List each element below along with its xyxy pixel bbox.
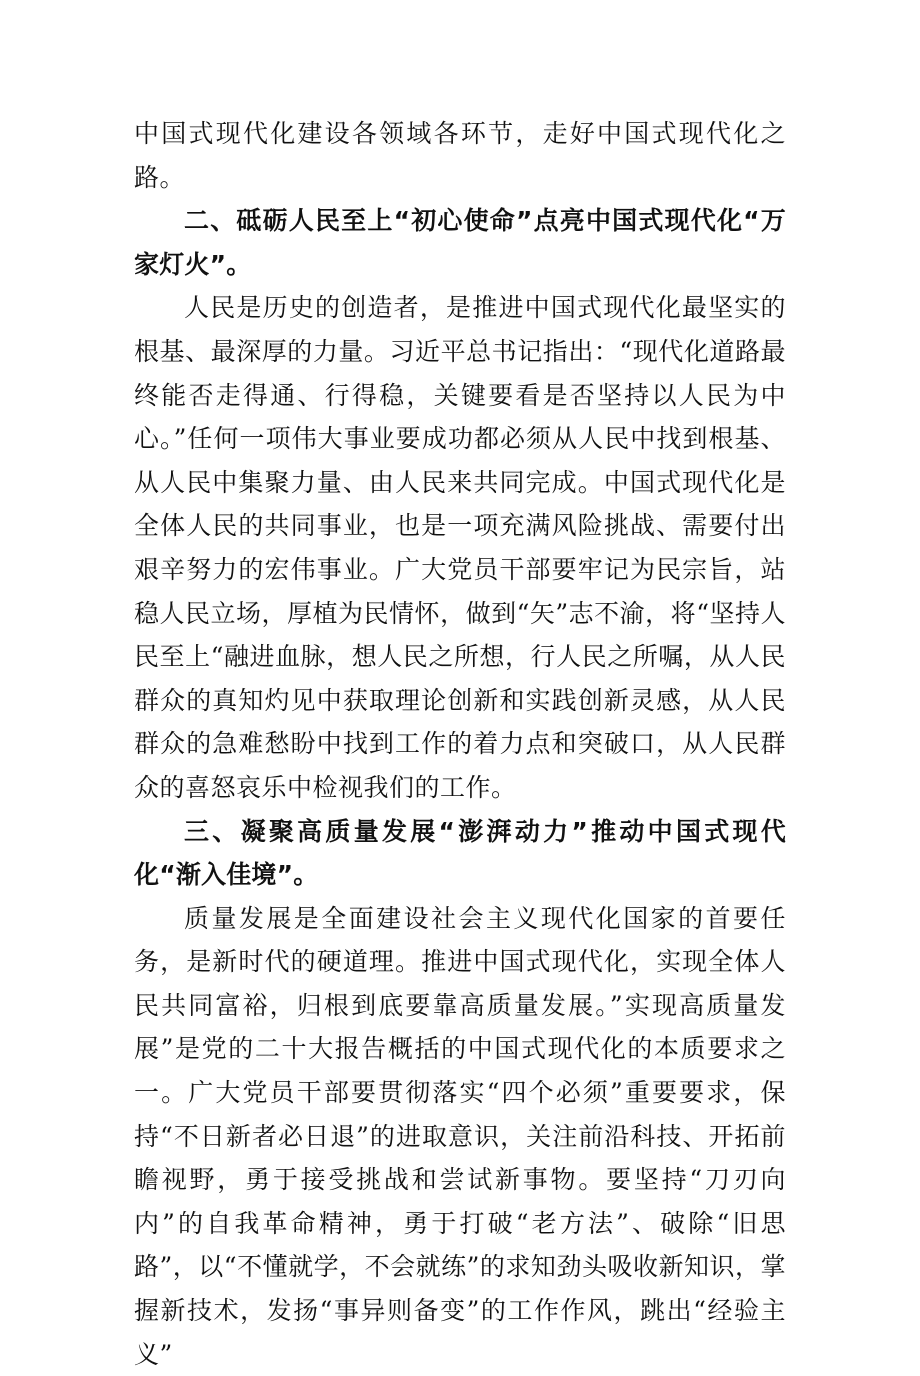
- section-2-heading: 二、砥砺人民至上“初心使命”点亮中国式现代化“万家灯火”。: [134, 206, 786, 279]
- document-body: [134, 112, 786, 1376]
- section-3-heading: 三、凝聚高质量发展“澎湃动力”推动中国式现代化“渐入佳境”。: [134, 816, 786, 890]
- intro-paragraph-tail: 中国式现代化建设各领域各环节，走好中国式现代化之路。: [134, 119, 786, 192]
- section-3-paragraph: 质量发展是全面建设社会主义现代化国家的首要任务，是新时代的硬道理。推进中国式现代化，实现全体人民共同富裕，归根到底要靠高质量发展。”实现高质量发展”是党的二十大报告概括的中国式现代化的本质要求之一。广大党员干部要贯彻落实“四个必须”重要要求，保持“不日新者必日退”的进取意识，关注前沿科技、开拓前瞻视野，勇于接受挑战和尝试新事物。要坚持“刀刃向内”的自我革命精神，勇于打破“老方法”、破除“旧思路”，以“不懂就学，不会就练”的求知劲头吸收新知识，掌握新技术，发扬“事异则备变”的工作作风，跳出“经验主义”: [134, 903, 786, 1369]
- section-2-paragraph: 人民是历史的创造者，是推进中国式现代化最坚实的根基、最深厚的力量。习近平总书记指出：“现代化道路最终能否走得通、行得稳，关键要看是否坚持以人民为中心。”任何一项伟大事业要成功都必须从人民中找到根基、从人民中集聚力量、由人民来共同完成。中国式现代化是全体人民的共同事业，也是一项充满风险挑战、需要付出艰辛努力的宏伟事业。广大党员干部要牢记为民宗旨，站稳人民立场，厚植为民情怀，做到“矢”志不渝，将“坚持人民至上“融进血脉，想人民之所想，行人民之所嘱，从人民群众的真知灼见中获取理论创新和实践创新灵感，从人民群众的急难愁盼中找到工作的着力点和突破口，从人民群众的喜怒哀乐中检视我们的工作。: [134, 293, 786, 802]
